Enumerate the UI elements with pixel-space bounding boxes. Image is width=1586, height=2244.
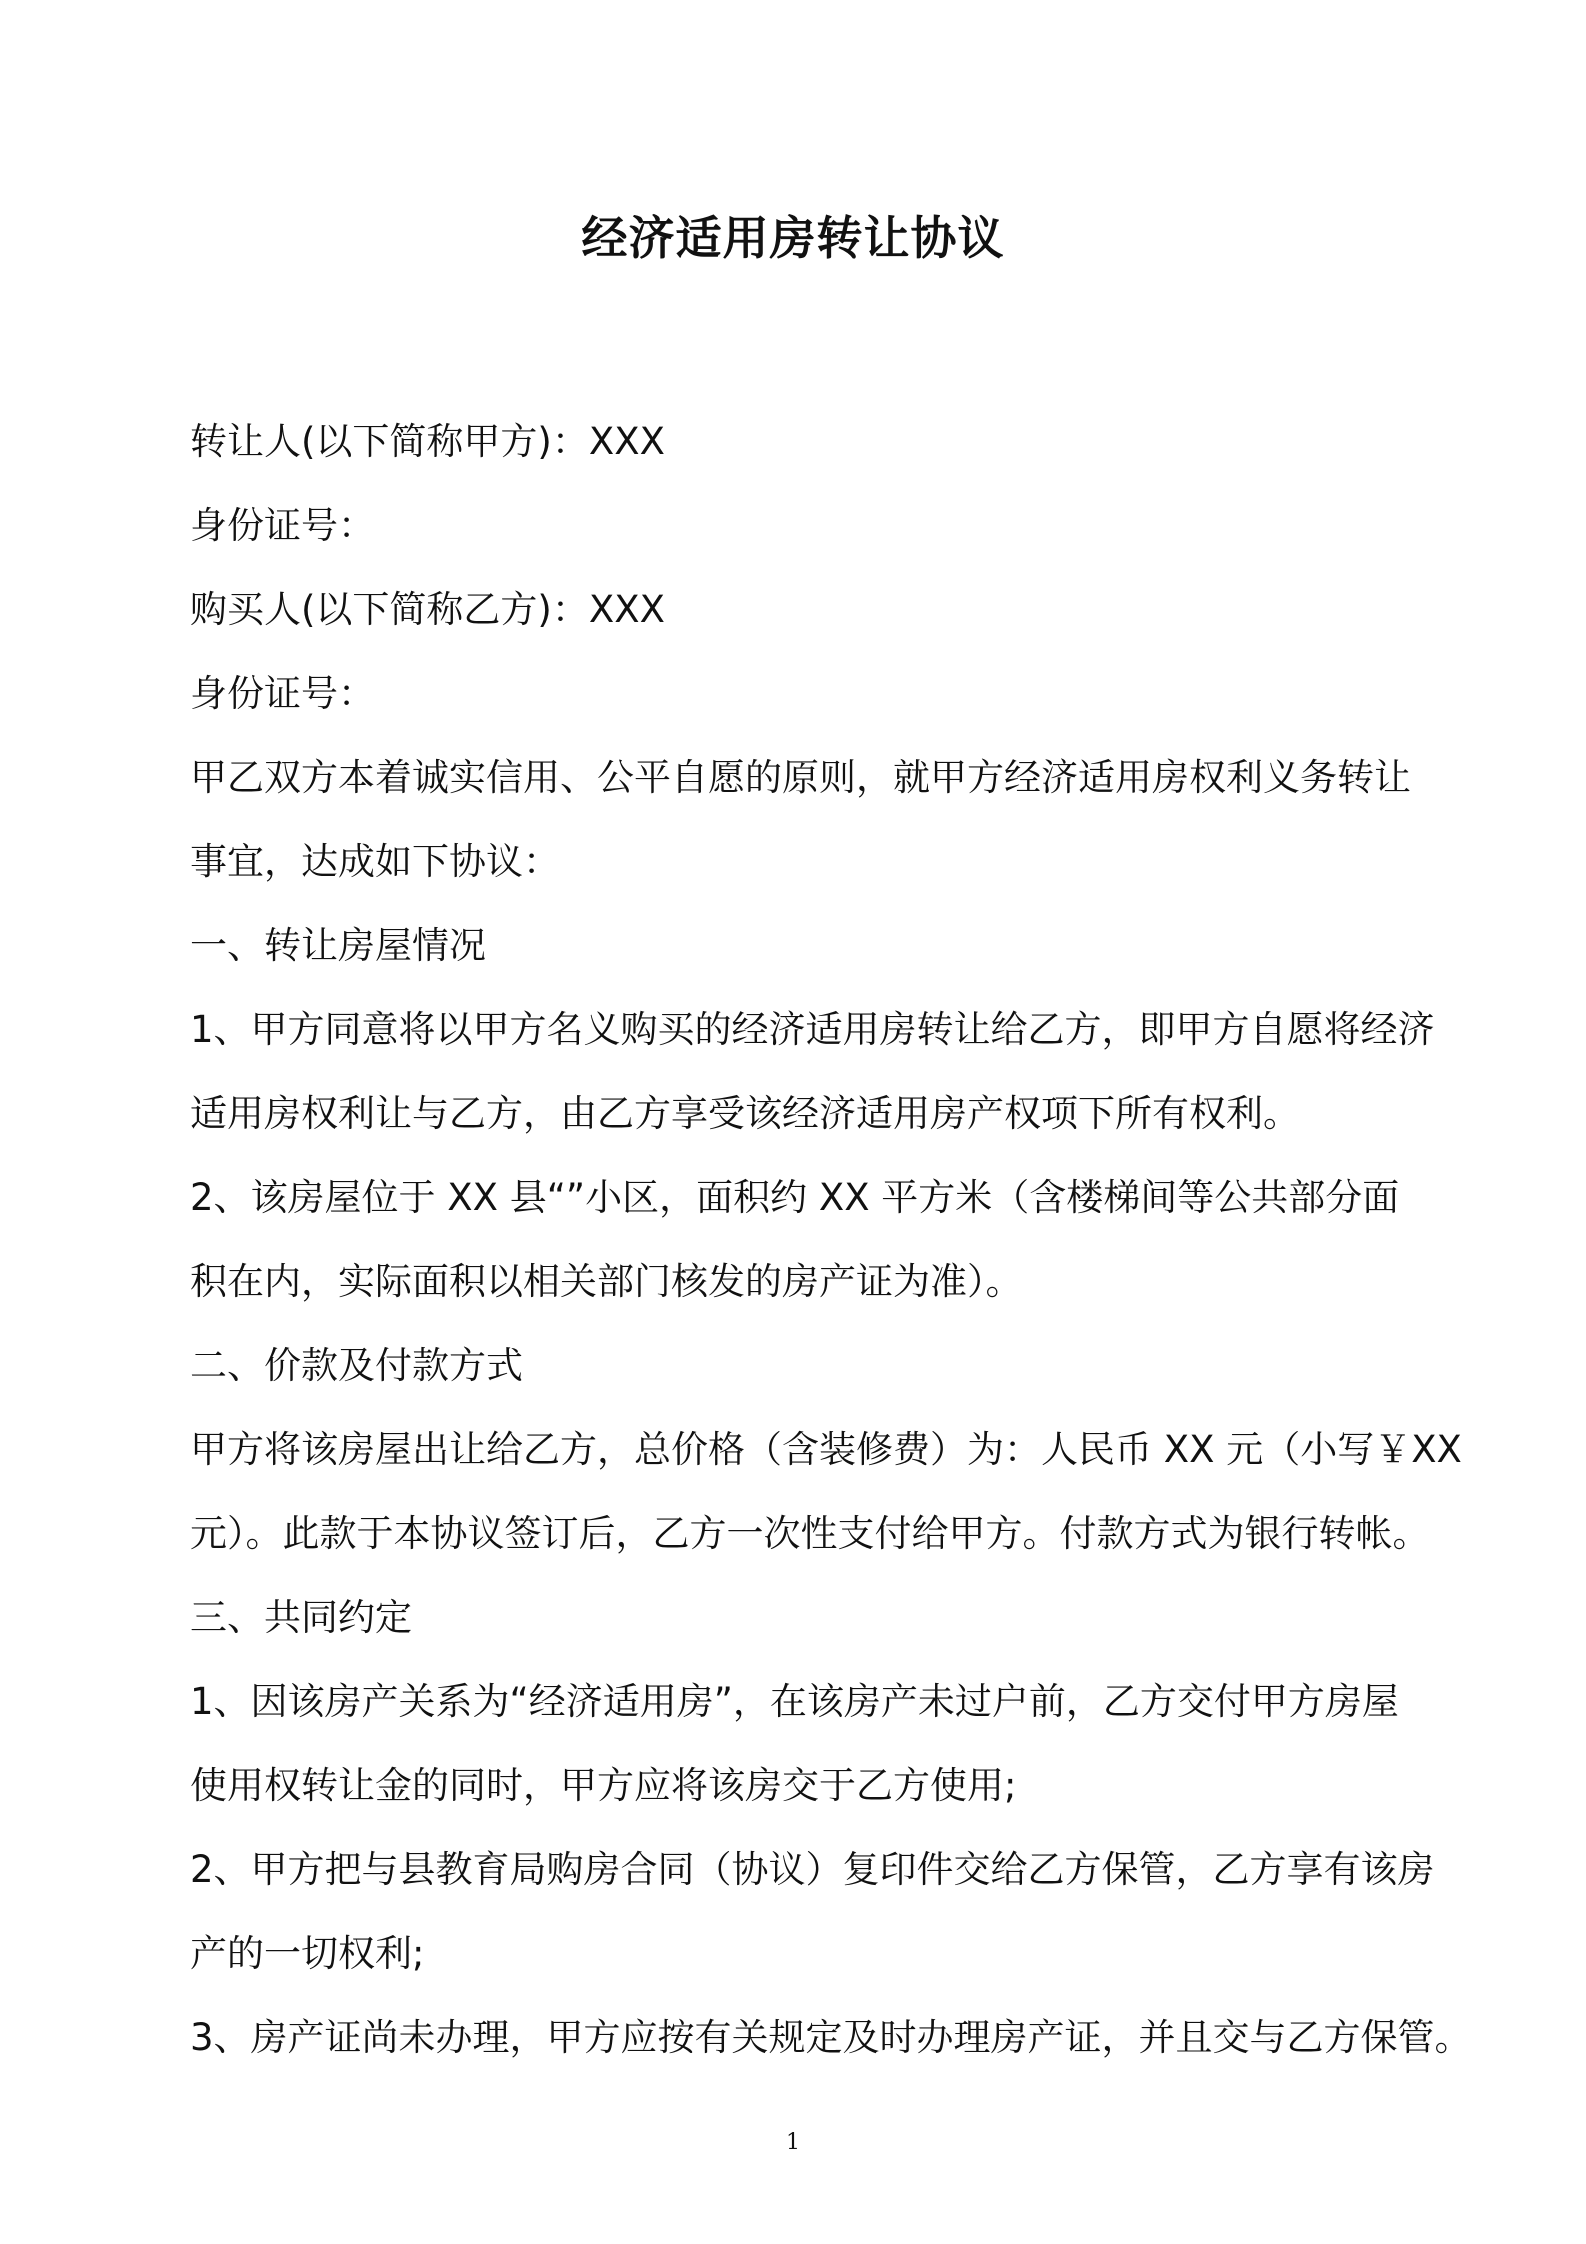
clause-1-1-line-1: 1、甲方同意将以甲方名义购买的经济适用房转让给乙方，即甲方自愿将经济 [190, 1008, 1435, 1051]
party-a-id-line: 身份证号： [190, 504, 375, 547]
clause-3-1-line-2: 使用权转让金的同时，甲方应将该房交于乙方使用; [190, 1764, 1017, 1807]
party-b-line: 购买人(以下简称乙方)：XXX [190, 588, 665, 631]
party-a-line: 转让人(以下简称甲方)：XXX [190, 420, 665, 463]
price-line-1: 甲方将该房屋出让给乙方，总价格（含装修费）为：人民币 XX 元（小写￥XX [190, 1428, 1462, 1471]
preamble-line-1: 甲乙双方本着诚实信用、公平自愿的原则，就甲方经济适用房权利义务转让 [190, 756, 1411, 799]
clause-3-2-line-2: 产的一切权利; [190, 1932, 425, 1975]
clause-1-2-line-1: 2、该房屋位于 XX 县“”小区，面积约 XX 平方米（含楼梯间等公共部分面 [190, 1176, 1400, 1219]
clause-3-3-line-1: 3、房产证尚未办理，甲方应按有关规定及时办理房产证，并且交与乙方保管。 [190, 2016, 1472, 2059]
section-3-heading: 三、共同约定 [190, 1596, 412, 1639]
document-body [190, 400, 1472, 2080]
section-2-heading: 二、价款及付款方式 [190, 1344, 523, 1387]
document-title: 经济适用房转让协议 [581, 211, 1005, 265]
clause-1-1-line-2: 适用房权利让与乙方，由乙方享受该经济适用房产权项下所有权利。 [190, 1092, 1300, 1135]
section-1-heading: 一、转让房屋情况 [190, 924, 486, 967]
clause-1-2-line-2: 积在内，实际面积以相关部门核发的房产证为准）。 [190, 1260, 1023, 1303]
page-number: 1 [786, 2130, 800, 2155]
clause-3-2-line-1: 2、甲方把与县教育局购房合同（协议）复印件交给乙方保管，乙方享有该房 [190, 1848, 1435, 1891]
clause-3-1-line-1: 1、因该房产关系为“经济适用房”，在该房产未过户前，乙方交付甲方房屋 [190, 1680, 1399, 1723]
price-line-2: 元）。此款于本协议签订后，乙方一次性支付给甲方。付款方式为银行转帐。 [190, 1512, 1430, 1555]
preamble-line-2: 事宜，达成如下协议： [190, 840, 560, 883]
party-b-id-line: 身份证号： [190, 672, 375, 715]
